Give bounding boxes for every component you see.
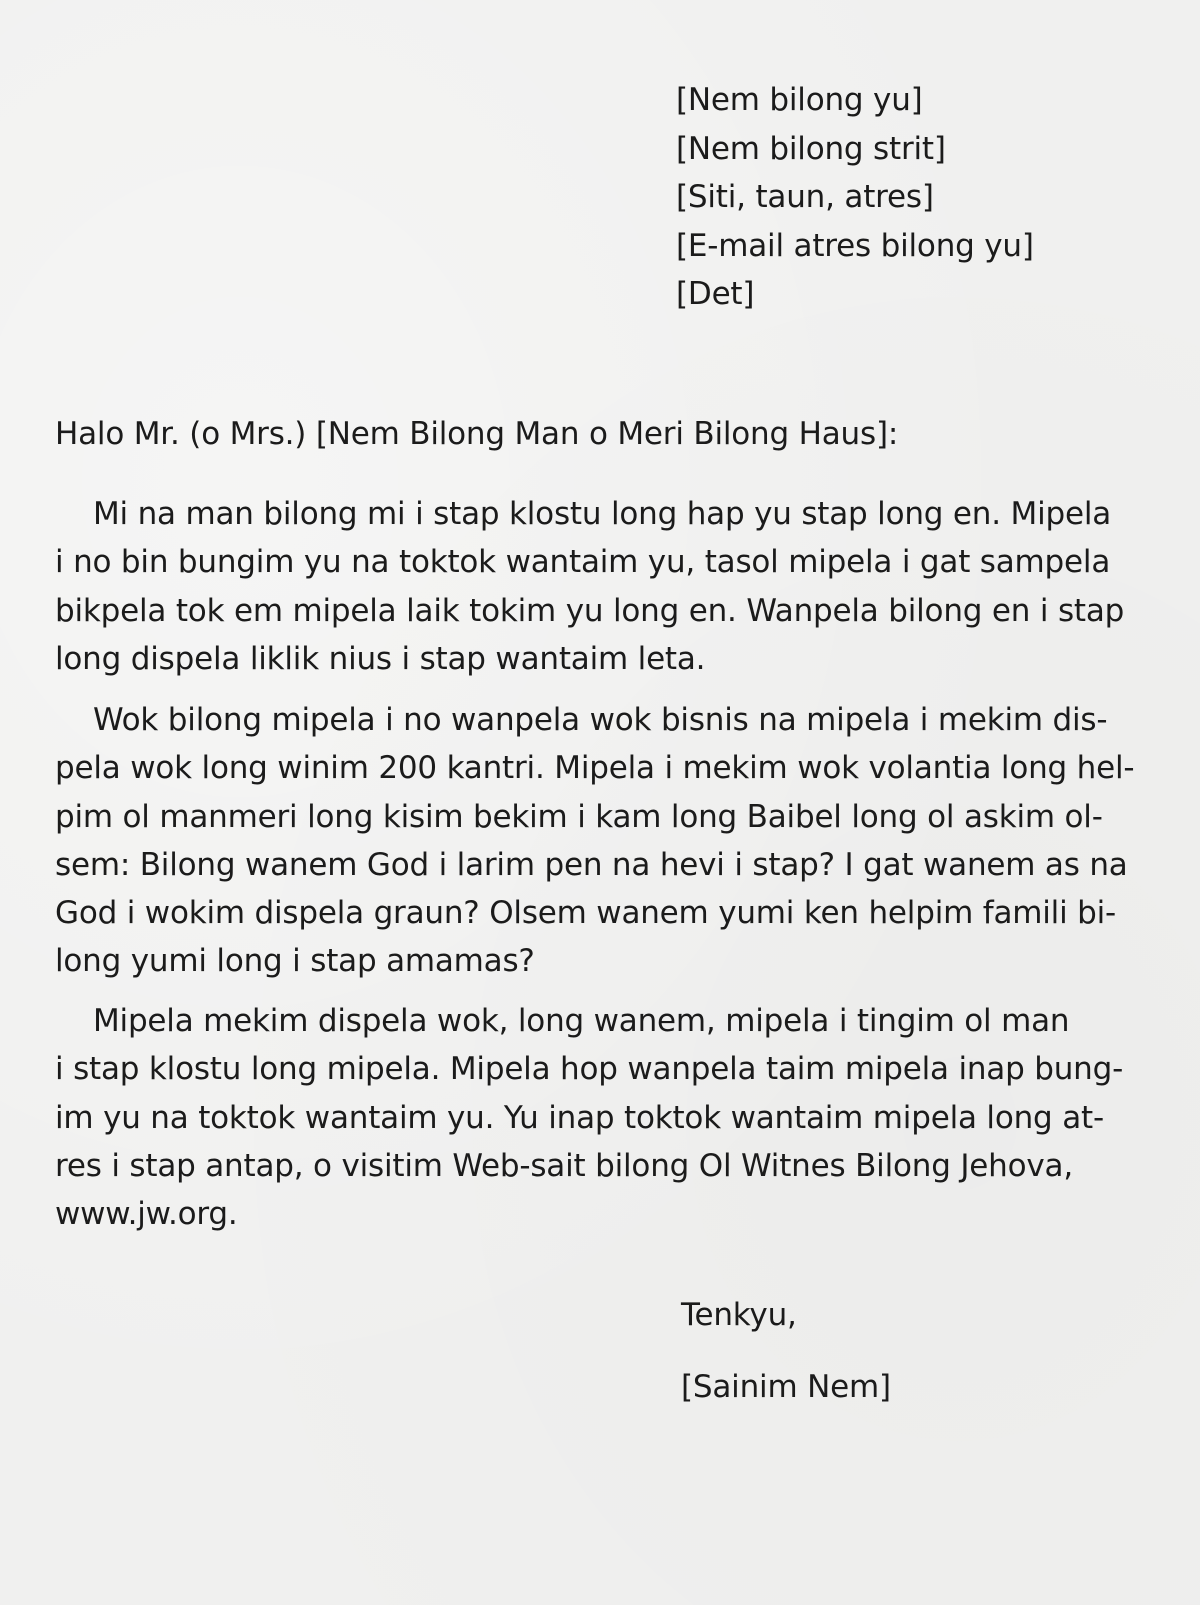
paragraph-line: Mipela mekim dispela wok, long wanem, mipela i tingim ol man [93,1003,1070,1039]
body-paragraph-2 [55,696,1134,986]
body-paragraph-3 [55,997,1123,1238]
sender-name-line: [Nem bilong yu] [676,82,923,118]
signature-placeholder: [Sainim Nem] [681,1369,891,1405]
sender-address-block [676,76,1034,319]
paragraph-line: i no bin bungim yu na toktok wantaim yu, tasol mipela i gat sampela [55,544,1111,581]
paragraph-line: pim ol manmeri long kisim bekim i kam long Baibel long ol askim ol- [55,798,1103,835]
closing-phrase: Tenkyu, [681,1297,797,1333]
paragraph-line: i stap klostu long mipela. Mipela hop wanpela taim mipela inap bung- [55,1051,1124,1088]
paragraph-line: Wok bilong mipela i no wanpela wok bisnis na mipela i mekim dis- [93,702,1108,738]
paragraph-line: God i wokim dispela graun? Olsem wanem yumi ken helpim famili bi- [55,895,1117,932]
sender-date-line: [Det] [676,276,755,312]
paragraph-line: im yu na toktok wantaim yu. Yu inap toktok wantaim mipela long at- [55,1099,1104,1136]
sender-city-line: [Siti, taun, atres] [676,179,934,215]
salutation: Halo Mr. (o Mrs.) [Nem Bilong Man o Meri Bilong Haus]: [55,416,899,452]
paragraph-line: www.jw.org. [55,1196,238,1233]
paragraph-line: res i stap antap, o visitim Web-sait bilong Ol Witnes Bilong Jehova, [55,1147,1073,1184]
paragraph-line: bikpela tok em mipela laik tokim yu long en. Wanpela bilong en i stap [55,592,1125,629]
sender-email-line: [E-mail atres bilong yu] [676,227,1034,264]
paragraph-line: pela wok long winim 200 kantri. Mipela i mekim wok volantia long hel- [55,750,1135,787]
paragraph-line: long dispela liklik nius i stap wantaim leta. [55,640,706,677]
paragraph-line: Mi na man bilong mi i stap klostu long hap yu stap long en. Mipela [93,496,1112,532]
paragraph-line: long yumi long i stap amamas? [55,943,535,980]
paragraph-line: sem: Bilong wanem God i larim pen na hevi i stap? I gat wanem as na [55,846,1128,883]
sender-street-line: [Nem bilong strit] [676,130,946,167]
body-paragraph-1 [55,490,1124,683]
